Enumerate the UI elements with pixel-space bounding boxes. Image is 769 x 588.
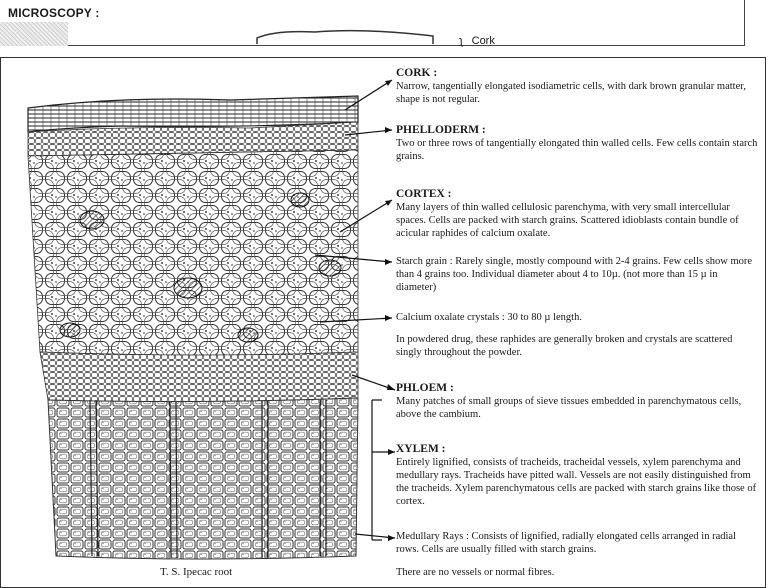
figure-caption: T. S. Ipecac root (160, 566, 233, 578)
cork-top-text: Cork (471, 35, 495, 47)
starch-body: Starch grain : Rarely single, mostly compound with 2-4 grains. Few cells show more than 4 grains too. Individual diameter about 4 to 10µ. (not more than 15 µ in diameter) (396, 256, 753, 293)
cortex-body: Many layers of thin walled cellulosic parenchyma, with very small intercellular spaces. Cells are packed with starch grains. Scattered idioblasts contain bundle of acicular raphides of calcium oxalate. (396, 202, 739, 239)
cortex-section (396, 188, 758, 240)
medullary-section (396, 530, 758, 556)
medullary-body: Medullary Rays : Consists of lignified, radially elongated cells arranged in radial rows. Cells are usually filled with starch grains. (396, 531, 736, 555)
cork-heading: CORK : (396, 67, 438, 79)
cork-section (396, 67, 758, 106)
calcium-body: Calcium oxalate crystals : 30 to 80 µ length. (396, 312, 582, 323)
phloem-section (396, 382, 758, 421)
phloem-body: Many patches of small groups of sieve tissues embedded in parenchymatous cells, above the cambium. (396, 396, 742, 420)
starch-section (396, 255, 758, 294)
cork-body: Narrow, tangentially elongated isodiametric cells, with dark brown granular matter, shape is not regular. (396, 81, 746, 105)
xylem-section (396, 443, 761, 508)
xylem-heading: XYLEM : (396, 443, 446, 455)
phelloderm-heading: PHELLODERM : (396, 124, 486, 136)
no-vessels-body: There are no vessels or normal fibres. (396, 567, 555, 578)
phloem-heading: PHLOEM : (396, 382, 454, 394)
phelloderm-section (396, 124, 758, 163)
xylem-body: Entirely lignified, consists of tracheids, tracheidal vessels, xylem parenchyma and medullary rays. Tracheids have pitted wall. Vessels are not easily distinguished from the tracheids. Xylem parenchymatous cells are packed with starch grains like those of cortex. (396, 457, 757, 507)
powder-body: In powdered drug, these raphides are generally broken and crystals are scattered singly throughout the powder. (396, 334, 733, 358)
cork-top-marker: ʅ (460, 35, 472, 47)
powder-section (396, 333, 758, 359)
calcium-section (396, 311, 758, 324)
no-vessels-section (396, 566, 758, 579)
cortex-heading: CORTEX : (396, 188, 452, 200)
page-heading: MICROSCOPY : (8, 6, 100, 20)
phelloderm-body: Two or three rows of tangentially elongated thin walled cells. Few cells contain starch grains. (396, 138, 758, 162)
